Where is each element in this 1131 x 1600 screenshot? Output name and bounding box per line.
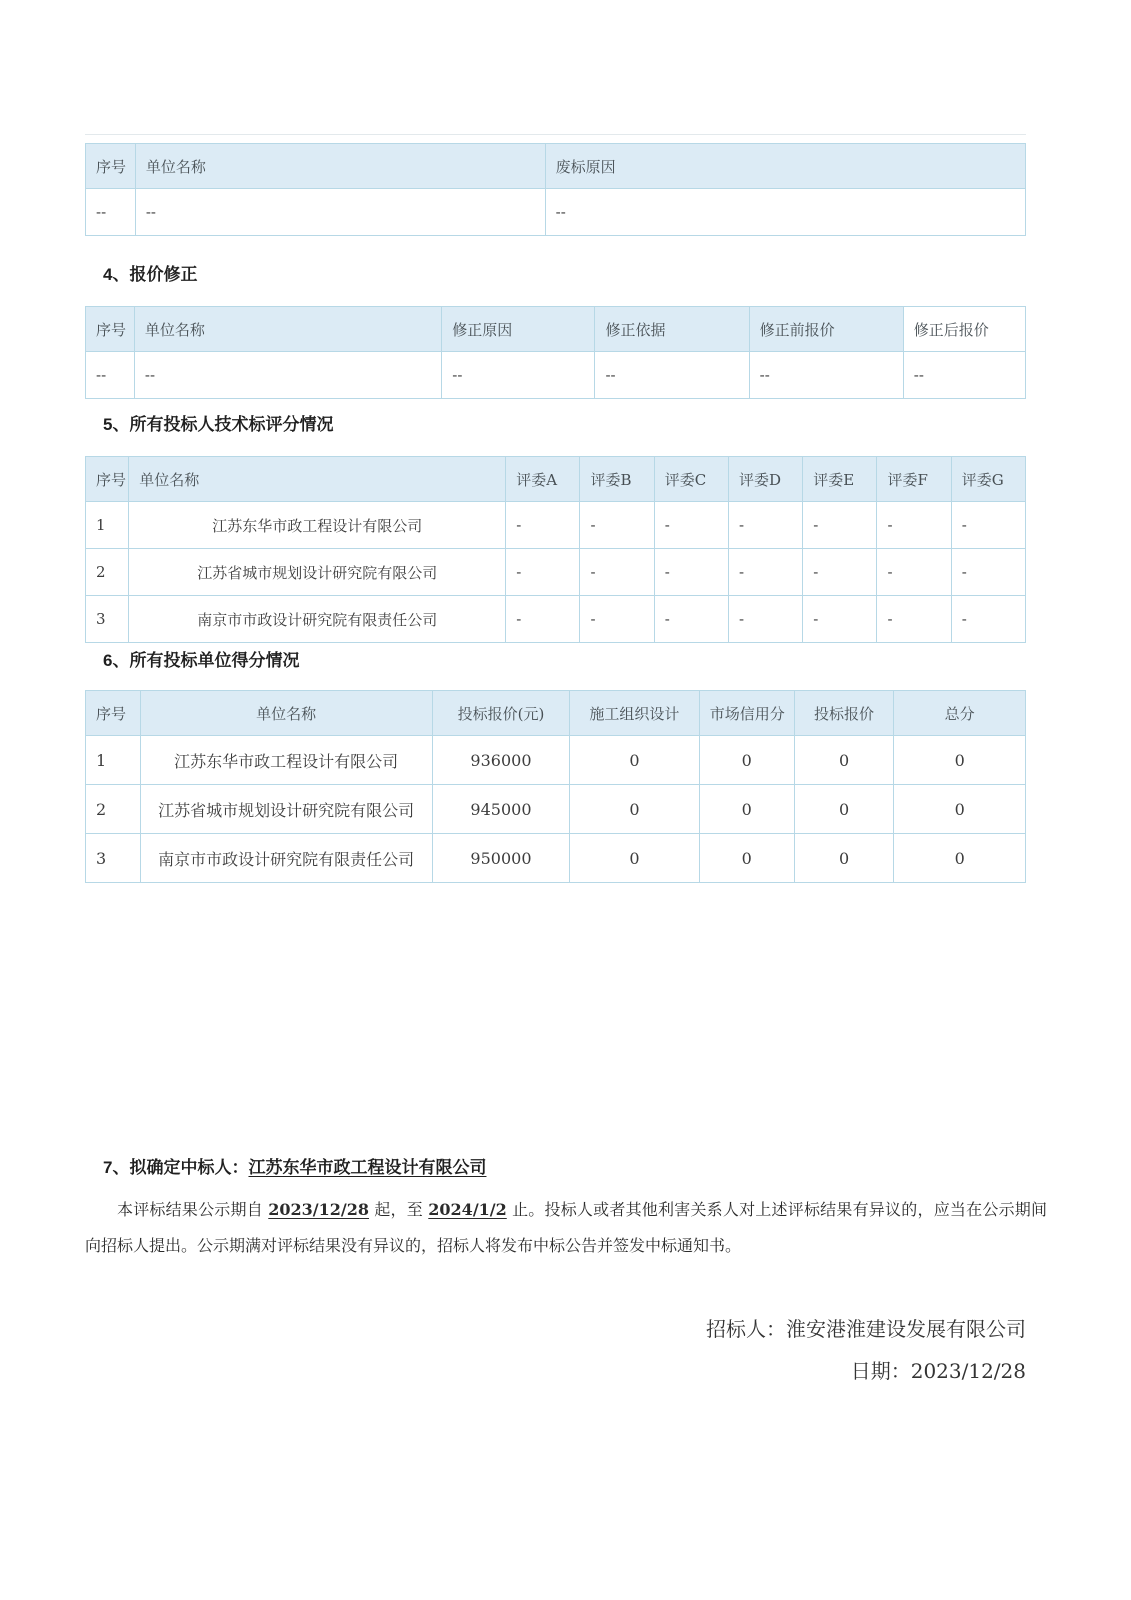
table-cell-judge_g: - (951, 549, 1025, 596)
table-row (86, 785, 1026, 834)
column-header-judge_c: 评委C (654, 457, 728, 502)
winner-line (103, 1153, 486, 1178)
column-header-total_score: 总分 (894, 691, 1026, 736)
table-cell-bid_price_score: 0 (794, 785, 894, 834)
table-cell-seq: 2 (86, 785, 141, 834)
date-line: 日期：2023/12/28 (850, 1359, 1026, 1383)
table-cell-judge_c: - (654, 502, 728, 549)
table-cell-seq: 3 (86, 834, 141, 883)
winner-company-name: 江苏东华市政工程设计有限公司 (248, 1158, 487, 1177)
table-cell-seq: 1 (86, 736, 141, 785)
table-cell-seq: -- (86, 189, 136, 236)
table-cell-construction_design: 0 (570, 834, 700, 883)
top-divider (85, 134, 1026, 135)
column-header-seq: 序号 (86, 691, 141, 736)
column-header-judge_g: 评委G (951, 457, 1025, 502)
table-cell-judge_f: - (877, 596, 951, 643)
column-header-invalid_reason: 废标原因 (545, 144, 1025, 189)
table-cell-seq: -- (86, 352, 135, 399)
disqualified-bids-table (85, 143, 1026, 236)
tenderer-line: 招标人：淮安港淮建设发展有限公司 (706, 1317, 1026, 1341)
notice-text-1: 本评标结果公示期自 (117, 1200, 269, 1219)
table-cell-judge_e: - (803, 596, 877, 643)
column-header-unit_name: 单位名称 (134, 307, 441, 352)
column-header-correction_reason: 修正原因 (442, 307, 595, 352)
column-header-bid_price_yuan: 投标报价(元) (432, 691, 569, 736)
table-cell-bid_price_score: 0 (794, 736, 894, 785)
table-cell-judge_f: - (877, 502, 951, 549)
table-cell-unit_name: 江苏东华市政工程设计有限公司 (140, 736, 432, 785)
table-cell-correction_reason: -- (442, 352, 595, 399)
table-cell-bid_price_yuan: 950000 (432, 834, 569, 883)
column-header-construction_design: 施工组织设计 (570, 691, 700, 736)
table-cell-judge_a: - (506, 596, 580, 643)
publicity-end-date: 2024/1/2 (428, 1200, 507, 1219)
table-row (86, 549, 1026, 596)
column-header-bid_price_score: 投标报价 (794, 691, 894, 736)
column-header-unit_name: 单位名称 (135, 144, 545, 189)
column-header-judge_e: 评委E (803, 457, 877, 502)
table-header-row (86, 307, 1026, 352)
table-cell-seq: 3 (86, 596, 129, 643)
table-cell-judge_f: - (877, 549, 951, 596)
table-header-row (86, 144, 1026, 189)
table-cell-market_credit: 0 (699, 834, 794, 883)
table-cell-judge_a: - (506, 502, 580, 549)
table-cell-market_credit: 0 (699, 785, 794, 834)
notice-paragraph (85, 1192, 1047, 1264)
table-cell-unit_name: 江苏省城市规划设计研究院有限公司 (140, 785, 432, 834)
table-cell-unit_name: 江苏省城市规划设计研究院有限公司 (129, 549, 506, 596)
table-cell-construction_design: 0 (570, 736, 700, 785)
winner-label: 7、拟确定中标人： (103, 1158, 249, 1177)
table-cell-judge_b: - (580, 549, 654, 596)
table-cell-bid_price_yuan: 945000 (432, 785, 569, 834)
column-header-seq: 序号 (86, 144, 136, 189)
unit-scores-section (85, 690, 1026, 883)
tech-scores-section (85, 456, 1026, 643)
table-cell-judge_d: - (728, 596, 802, 643)
table-cell-judge_c: - (654, 596, 728, 643)
column-header-price_before: 修正前报价 (749, 307, 903, 352)
table-cell-unit_name: 江苏东华市政工程设计有限公司 (129, 502, 506, 549)
table-cell-judge_g: - (951, 596, 1025, 643)
table-cell-judge_d: - (728, 549, 802, 596)
table-cell-unit_name: 南京市市政设计研究院有限责任公司 (129, 596, 506, 643)
unit-score-table (85, 690, 1026, 883)
column-header-unit_name: 单位名称 (140, 691, 432, 736)
table-cell-invalid_reason: -- (545, 189, 1025, 236)
table-cell-judge_d: - (728, 502, 802, 549)
column-header-judge_d: 评委D (728, 457, 802, 502)
section-heading-tech-scores: 5、所有投标人技术标评分情况 (103, 415, 334, 434)
table-cell-construction_design: 0 (570, 785, 700, 834)
table-cell-price_before: -- (749, 352, 903, 399)
disqualified-bids-section (85, 143, 1026, 236)
table-cell-seq: 1 (86, 502, 129, 549)
table-cell-seq: 2 (86, 549, 129, 596)
table-cell-judge_e: - (803, 549, 877, 596)
table-row (86, 834, 1026, 883)
table-cell-total_score: 0 (894, 834, 1026, 883)
table-header-row (86, 457, 1026, 502)
table-row (86, 596, 1026, 643)
table-cell-unit_name: -- (134, 352, 441, 399)
table-cell-judge_b: - (580, 596, 654, 643)
table-cell-total_score: 0 (894, 785, 1026, 834)
column-header-market_credit: 市场信用分 (699, 691, 794, 736)
column-header-correction_basis: 修正依据 (595, 307, 749, 352)
technical-score-table (85, 456, 1026, 643)
table-row (86, 189, 1026, 236)
table-row (86, 352, 1026, 399)
column-header-price_after: 修正后报价 (903, 307, 1025, 352)
table-cell-judge_a: - (506, 549, 580, 596)
column-header-judge_a: 评委A (506, 457, 580, 502)
table-header-row (86, 691, 1026, 736)
table-row (86, 502, 1026, 549)
table-cell-price_after: -- (903, 352, 1025, 399)
table-cell-unit_name: 南京市市政设计研究院有限责任公司 (140, 834, 432, 883)
table-cell-judge_g: - (951, 502, 1025, 549)
column-header-seq: 序号 (86, 307, 135, 352)
section-heading-unit-scores: 6、所有投标单位得分情况 (103, 651, 300, 670)
column-header-seq: 序号 (86, 457, 129, 502)
table-cell-unit_name: -- (135, 189, 545, 236)
table-cell-bid_price_yuan: 936000 (432, 736, 569, 785)
price-correction-section (85, 306, 1026, 399)
table-cell-judge_b: - (580, 502, 654, 549)
column-header-judge_b: 评委B (580, 457, 654, 502)
table-cell-bid_price_score: 0 (794, 834, 894, 883)
table-cell-judge_c: - (654, 549, 728, 596)
table-cell-correction_basis: -- (595, 352, 749, 399)
table-cell-market_credit: 0 (699, 736, 794, 785)
notice-text-2: 起，至 (369, 1200, 429, 1219)
column-header-judge_f: 评委F (877, 457, 951, 502)
notice-text-3: 止。投标人或者其他利害关系人对上述评标结果有异议的，应当在公示期间向招标人提出。公示期满对评标结果没有异议的，招标人将发布中标公告并签发中标通知书。 (85, 1200, 1047, 1255)
table-cell-total_score: 0 (894, 736, 1026, 785)
table-cell-judge_e: - (803, 502, 877, 549)
column-header-unit_name: 单位名称 (129, 457, 506, 502)
section-heading-price-correction: 4、报价修正 (103, 265, 198, 284)
price-correction-table (85, 306, 1026, 399)
table-row (86, 736, 1026, 785)
publicity-start-date: 2023/12/28 (268, 1200, 370, 1219)
